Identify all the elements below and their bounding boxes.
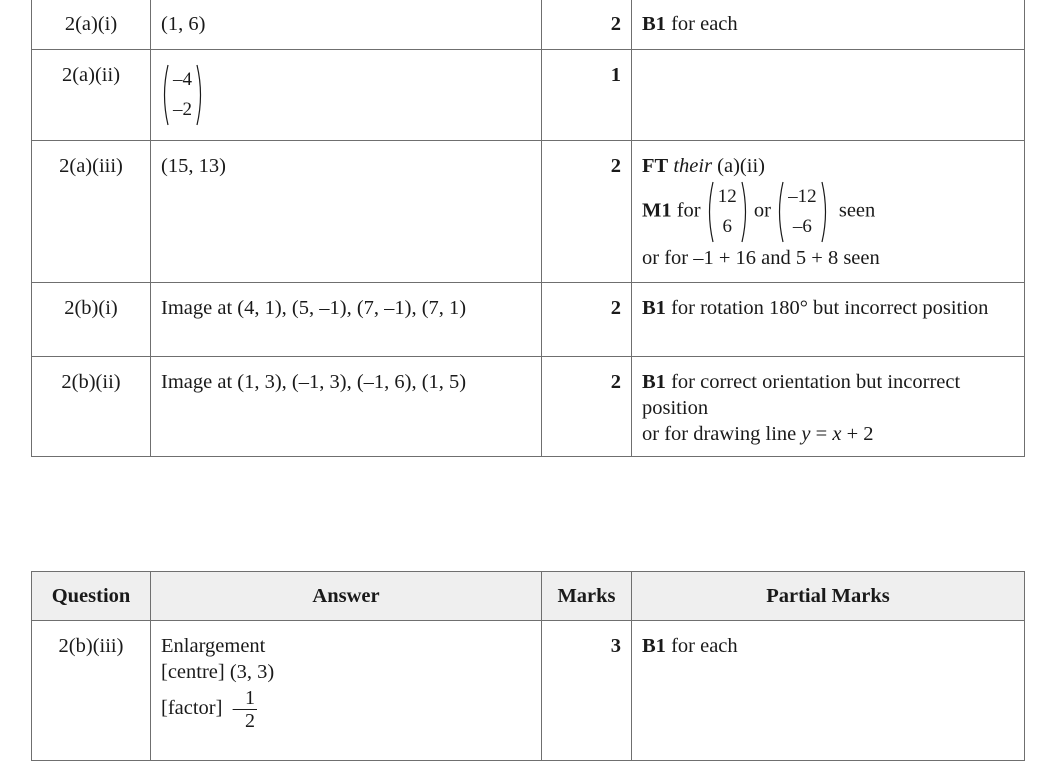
partial-text: for correct orientation but incorrect position (642, 371, 961, 419)
partial-line-1 (642, 369, 1014, 421)
question-cell: 2(a)(i) (32, 0, 151, 50)
partial-line-2 (642, 421, 1014, 447)
left-paren (776, 181, 784, 243)
answer-cell: Image at (4, 1), (5, –1), (7, –1), (7, 1) (151, 283, 542, 357)
partial-text: for (676, 199, 701, 222)
table-row (32, 141, 1025, 283)
question-cell: 2(b)(ii) (32, 357, 151, 457)
partial-text: (a)(ii) (717, 155, 765, 177)
fraction-denominator: 2 (244, 710, 255, 732)
header-partial-marks: Partial Marks (632, 572, 1025, 621)
question-cell: 2(b)(i) (32, 283, 151, 357)
var-x: x (832, 423, 842, 445)
mark-code: FT (642, 155, 669, 177)
partial-text: = (810, 423, 833, 445)
partial-text: seen (838, 199, 876, 222)
left-paren (161, 64, 169, 126)
right-paren (741, 181, 749, 243)
vector-top: –12 (788, 186, 817, 207)
header-row (32, 572, 1025, 621)
partial-text: for each (665, 635, 738, 657)
vector-bottom: –2 (173, 99, 192, 120)
mark-code: B1 (642, 297, 666, 319)
minus-sign: – (232, 697, 243, 720)
header-answer: Answer (151, 572, 542, 621)
factor-label: [factor] (161, 697, 223, 720)
answer-cell: (15, 13) (151, 141, 542, 283)
partial-text: for rotation 180° but incorrect position (665, 297, 989, 319)
right-paren (196, 64, 204, 126)
marks-cell: 2 (542, 283, 632, 357)
right-paren (821, 181, 829, 243)
mark-scheme-table-continued (31, 0, 1025, 457)
italic-their: their (673, 155, 713, 177)
marks-cell: 3 (542, 621, 632, 761)
partial-marks-cell (632, 0, 1025, 50)
marks-cell: 2 (542, 141, 632, 283)
partial-text: or (753, 199, 771, 222)
answer-line-1: Enlargement (161, 635, 266, 657)
partial-text: for each (665, 13, 738, 35)
column-vector (706, 181, 749, 243)
mark-scheme-table (31, 571, 1025, 761)
answer-line-3 (161, 687, 531, 732)
partial-line-1 (642, 153, 1014, 179)
marks-cell: 2 (542, 357, 632, 457)
marks-cell: 2 (542, 0, 632, 50)
answer-cell: (1, 6) (151, 0, 542, 50)
marks-cell: 1 (542, 50, 632, 141)
fraction (243, 687, 257, 732)
question-cell: 2(b)(iii) (32, 621, 151, 761)
mark-code: B1 (642, 13, 666, 35)
partial-marks-cell (632, 357, 1025, 457)
vector-bottom: –6 (792, 216, 812, 237)
header-marks: Marks (542, 572, 632, 621)
question-cell: 2(a)(ii) (32, 50, 151, 141)
mark-code: B1 (642, 371, 666, 393)
partial-line-2 (642, 181, 1014, 243)
vector-top: 12 (717, 186, 737, 207)
vector-top: –4 (173, 69, 192, 90)
table-row (32, 50, 1025, 141)
partial-marks-cell (632, 141, 1025, 283)
question-cell: 2(a)(iii) (32, 141, 151, 283)
partial-text: + 2 (841, 423, 874, 445)
partial-text: or for drawing line (642, 423, 802, 445)
left-paren (706, 181, 714, 243)
mark-code: M1 (642, 199, 672, 222)
header-question: Question (32, 572, 151, 621)
partial-line-3: or for –1 + 16 and 5 + 8 seen (642, 247, 880, 269)
mark-code: B1 (642, 635, 666, 657)
answer-cell (151, 621, 542, 761)
column-vector (161, 64, 204, 126)
table-row (32, 0, 1025, 50)
var-y: y (801, 423, 811, 445)
partial-marks-cell (632, 50, 1025, 141)
column-vector (776, 181, 829, 243)
partial-marks-cell (632, 283, 1025, 357)
table-row (32, 283, 1025, 357)
fraction-numerator: 1 (244, 687, 255, 709)
table-row (32, 621, 1025, 761)
answer-line-2: [centre] (3, 3) (161, 661, 275, 683)
answer-cell: Image at (1, 3), (–1, 3), (–1, 6), (1, 5) (151, 357, 542, 457)
answer-cell (151, 50, 542, 141)
vector-bottom: 6 (722, 216, 733, 237)
partial-marks-cell (632, 621, 1025, 761)
table-row (32, 357, 1025, 457)
